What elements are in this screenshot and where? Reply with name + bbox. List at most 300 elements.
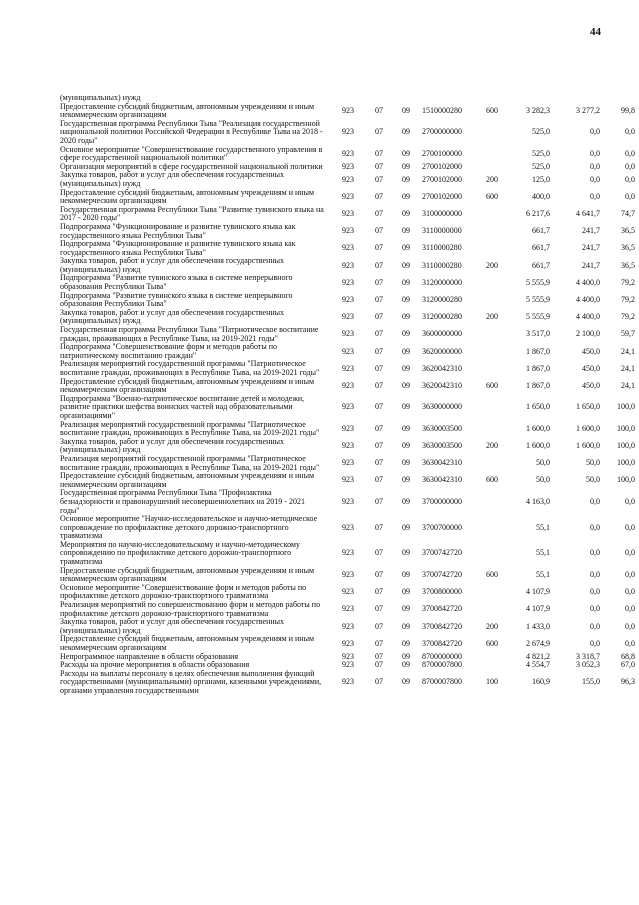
ved-cell	[332, 94, 364, 103]
table-row	[60, 455, 635, 472]
fact-cell: 0,0	[590, 496, 600, 506]
rz-cell: 07	[375, 522, 383, 532]
fact-cell: 0,0	[590, 569, 600, 579]
pct-cell: 36,5	[621, 243, 635, 253]
row-name-cell: Подпрограмма "Развитие тувинского языка в системе непрерывного образования Республики Тыва"	[60, 273, 293, 292]
pct-cell: 100,0	[617, 458, 635, 468]
table-row	[60, 326, 635, 343]
vr-cell	[480, 292, 504, 309]
ved-cell: 923	[342, 260, 354, 270]
csr-cell: 2700000000	[422, 127, 462, 137]
vr-cell: 200	[486, 621, 498, 631]
csr-cell: 3620000000	[422, 346, 462, 356]
plan-cell: 5 555,9	[526, 277, 550, 287]
vr-cell: 200	[486, 312, 498, 322]
csr-cell: 3120000280	[422, 294, 462, 304]
plan-cell: 1 867,0	[526, 346, 550, 356]
pr-cell: 09	[402, 423, 410, 433]
pct-cell: 24,1	[621, 363, 635, 373]
fact-cell: 1 600,0	[576, 423, 600, 433]
fact-cell: 0,0	[590, 148, 600, 158]
plan-cell	[504, 94, 550, 103]
plan-cell: 6 217,6	[526, 209, 550, 219]
rz-cell: 07	[375, 363, 383, 373]
table-row	[60, 378, 635, 395]
ved-cell: 923	[342, 475, 354, 485]
vr-cell	[480, 120, 504, 146]
table-row	[60, 240, 635, 257]
row-name-cell: Предоставление субсидий бюджетным, автономным учреждениям и иным некоммерческим организациям	[60, 101, 315, 120]
rz-cell: 07	[375, 346, 383, 356]
ved-cell: 923	[342, 127, 354, 137]
vr-cell	[480, 240, 504, 257]
fact-cell: 1 650,0	[576, 402, 600, 412]
rz-cell: 07	[375, 329, 383, 339]
table-row	[60, 146, 635, 163]
pr-cell: 09	[402, 587, 410, 597]
row-name-cell: Непрограммное направление в области образования	[60, 651, 239, 661]
table-row	[60, 343, 635, 360]
ved-cell: 923	[342, 312, 354, 322]
plan-cell: 1 650,0	[526, 402, 550, 412]
pr-cell: 09	[402, 458, 410, 468]
pr-cell: 09	[402, 161, 410, 171]
csr-cell: 3700842720	[422, 621, 462, 631]
pct-cell: 0,0	[625, 127, 635, 137]
csr-cell: 3630042310	[422, 458, 462, 468]
vr-cell: 600	[486, 191, 498, 201]
plan-cell: 3 517,0	[526, 329, 550, 339]
csr-cell: 8700007800	[422, 677, 462, 687]
fact-cell: 155,0	[582, 677, 600, 687]
plan-cell: 661,7	[532, 226, 550, 236]
row-name-cell: Расходы на прочие мероприятия в области образования	[60, 660, 250, 670]
rz-cell: 07	[375, 294, 383, 304]
row-name-cell: Подпрограмма "Военно-патриотическое воспитание детей и молодежи, развитие практики шефства воинских частей над образовательными организациями"	[60, 393, 305, 420]
pct-cell: 24,1	[621, 346, 635, 356]
ved-cell: 923	[342, 105, 354, 115]
plan-cell: 4 163,0	[526, 496, 550, 506]
rz-cell: 07	[375, 441, 383, 451]
rz-cell	[364, 94, 394, 103]
fact-cell: 3 052,3	[576, 660, 600, 670]
rz-cell: 07	[375, 191, 383, 201]
row-name-cell: Расходы на выплаты персоналу в целях обеспечения выполнения функций государственными (муниципальными) органами, казенными учреждениями, органами управления государственными	[60, 668, 322, 695]
ved-cell: 923	[342, 174, 354, 184]
pr-cell: 09	[402, 496, 410, 506]
pct-cell: 99,8	[621, 105, 635, 115]
row-name-cell: Основное мероприятие "Научно-исследовательское и научно-методическое сопровождение по профилактике детского дорожно-транспортного травматизма	[60, 514, 318, 541]
ved-cell: 923	[342, 569, 354, 579]
fact-cell: 0,0	[590, 548, 600, 558]
rz-cell: 07	[375, 380, 383, 390]
plan-cell: 5 555,9	[526, 312, 550, 322]
rz-cell: 07	[375, 660, 383, 670]
row-name-cell: Реализация мероприятий государственной программы "Патриотическое воспитание граждан, проживающих в Республике Тыва, на 2019-2021 годы"	[60, 419, 320, 438]
csr-cell: 3630003500	[422, 441, 462, 451]
pct-cell: 96,3	[621, 677, 635, 687]
vr-cell: 600	[486, 638, 498, 648]
csr-cell: 3700842720	[422, 604, 462, 614]
plan-cell: 4 821,2	[526, 651, 550, 661]
csr-cell: 2700100000	[422, 148, 462, 158]
fact-cell: 0,0	[590, 191, 600, 201]
vr-cell: 200	[486, 260, 498, 270]
rz-cell: 07	[375, 548, 383, 558]
table-row	[60, 541, 635, 567]
fact-cell: 0,0	[590, 161, 600, 171]
ved-cell: 923	[342, 496, 354, 506]
plan-cell: 125,0	[532, 174, 550, 184]
table-row	[60, 438, 635, 455]
csr-cell: 3110000280	[422, 243, 462, 253]
csr-cell: 3110000280	[422, 260, 462, 270]
row-name-cell: Предоставление субсидий бюджетным, автономным учреждениям и иным некоммерческим организациям	[60, 187, 315, 206]
fact-cell: 241,7	[582, 260, 600, 270]
ved-cell: 923	[342, 587, 354, 597]
pr-cell: 09	[402, 441, 410, 451]
vr-cell: 100	[486, 677, 498, 687]
vr-cell: 600	[486, 380, 498, 390]
vr-cell	[480, 360, 504, 377]
rz-cell: 07	[375, 458, 383, 468]
csr-cell: 3700000000	[422, 496, 462, 506]
vr-cell	[480, 146, 504, 163]
row-name-cell: Предоставление субсидий бюджетным, автономным учреждениям и иным некоммерческим организациям	[60, 565, 315, 584]
plan-cell: 525,0	[532, 127, 550, 137]
table-row	[60, 601, 635, 618]
vr-cell	[480, 163, 504, 172]
budget-table	[60, 94, 635, 696]
pct-cell: 0,0	[625, 569, 635, 579]
pct-cell	[600, 94, 635, 103]
ved-cell: 923	[342, 604, 354, 614]
table-row	[60, 670, 635, 696]
fact-cell: 0,0	[590, 174, 600, 184]
pct-cell: 0,0	[625, 496, 635, 506]
fact-cell: 4 400,0	[576, 277, 600, 287]
row-name-cell: Подпрограмма "Развитие тувинского языка в системе непрерывного образования Республики Тыва"	[60, 290, 293, 309]
plan-cell: 3 282,3	[526, 105, 550, 115]
csr-cell: 2700102000	[422, 161, 462, 171]
row-name-cell: Закупка товаров, работ и услуг для обеспечения государственных (муниципальных) нужд	[60, 170, 285, 188]
row-name-cell: Закупка товаров, работ и услуг для обеспечения государственных (муниципальных) нужд	[60, 256, 285, 274]
pr-cell: 09	[402, 548, 410, 558]
table-row	[60, 635, 635, 652]
rz-cell: 07	[375, 161, 383, 171]
vr-cell	[480, 206, 504, 223]
rz-cell: 07	[375, 677, 383, 687]
rz-cell: 07	[375, 312, 383, 322]
table-row	[60, 189, 635, 206]
pct-cell: 100,0	[617, 402, 635, 412]
csr-cell: 3620042310	[422, 363, 462, 373]
pct-cell: 36,5	[621, 260, 635, 270]
pct-cell: 0,0	[625, 522, 635, 532]
row-name-cell: Закупка товаров, работ и услуг для обеспечения государственных (муниципальных) нужд	[60, 307, 285, 326]
ved-cell: 923	[342, 651, 354, 661]
row-name-cell: Предоставление субсидий бюджетным, автономным учреждениям и иным некоммерческим организациям	[60, 471, 315, 489]
pct-cell: 0,0	[625, 587, 635, 597]
rz-cell: 07	[375, 621, 383, 631]
row-name-cell: Государственная программа Республики Тыва "Профилактика безнадзорности и правонарушений несовершеннолетних на 2019 - 2021 годы"	[60, 488, 305, 515]
ved-cell: 923	[342, 148, 354, 158]
fact-cell: 4 641,7	[576, 209, 600, 219]
pr-cell: 09	[402, 651, 410, 661]
row-name-cell: Подпрограмма "Совершенствование форм и методов работы по патриотическому воспитанию граждан"	[60, 342, 278, 360]
rz-cell: 07	[375, 402, 383, 412]
csr-cell: 2700102000	[422, 174, 462, 184]
fact-cell: 4 400,0	[576, 294, 600, 304]
row-name-cell: Государственная программа Республики Тыва "Реализация государственной национальной политики Российской Федерации в Республике Тыва на 2018 - 2020 годы"	[60, 118, 323, 145]
rz-cell: 07	[375, 260, 383, 270]
ved-cell: 923	[342, 423, 354, 433]
rz-cell: 07	[375, 496, 383, 506]
vr-cell	[480, 343, 504, 360]
pr-cell: 09	[402, 638, 410, 648]
plan-cell: 50,0	[536, 475, 550, 485]
pct-cell: 79,2	[621, 312, 635, 322]
ved-cell: 923	[342, 441, 354, 451]
pct-cell: 100,0	[617, 423, 635, 433]
plan-cell: 55,1	[536, 522, 550, 532]
vr-cell	[480, 455, 504, 472]
table-row	[60, 171, 635, 188]
plan-cell: 55,1	[536, 569, 550, 579]
ved-cell: 923	[342, 363, 354, 373]
pct-cell: 68,8	[621, 651, 635, 661]
csr-cell: 2700102000	[422, 191, 462, 201]
csr-cell: 3620042310	[422, 380, 462, 390]
row-name-cell: Основное мероприятие "Совершенствование форм и методов работы по профилактике детского дорожно-транспортного травматизма	[60, 582, 307, 601]
pr-cell: 09	[402, 312, 410, 322]
row-name-cell: Предоставление субсидий бюджетным, автономным учреждениям и иным некоммерческим организациям	[60, 634, 315, 652]
csr-cell: 8700000000	[422, 651, 462, 661]
ved-cell: 923	[342, 161, 354, 171]
row-name-cell: Государственная программа Республики Тыва "Развитие тувинского языка на 2017 - 2020 годы"	[60, 204, 324, 223]
fact-cell: 0,0	[590, 638, 600, 648]
csr-cell: 3700700000	[422, 522, 462, 532]
pct-cell: 0,0	[625, 621, 635, 631]
pct-cell: 0,0	[625, 638, 635, 648]
csr-cell: 3630003500	[422, 423, 462, 433]
pr-cell: 09	[402, 363, 410, 373]
pr-cell: 09	[402, 475, 410, 485]
fact-cell: 0,0	[590, 604, 600, 614]
csr-cell: 3100000000	[422, 209, 462, 219]
plan-cell: 4 107,9	[526, 604, 550, 614]
pct-cell: 100,0	[617, 441, 635, 451]
csr-cell	[418, 94, 480, 103]
vr-cell	[480, 584, 504, 601]
pct-cell: 67,0	[621, 660, 635, 670]
fact-cell: 241,7	[582, 226, 600, 236]
ved-cell: 923	[342, 677, 354, 687]
pr-cell: 09	[402, 402, 410, 412]
row-name-cell: Государственная программа Республики Тыва "Патриотическое воспитание граждан, проживающих в Республике Тыва, на 2019-2021 годы"	[60, 325, 319, 343]
rz-cell: 07	[375, 651, 383, 661]
fact-cell: 50,0	[586, 458, 600, 468]
csr-cell: 3120000280	[422, 312, 462, 322]
plan-cell: 1 867,0	[526, 363, 550, 373]
fact-cell: 4 400,0	[576, 312, 600, 322]
rz-cell: 07	[375, 105, 383, 115]
ved-cell: 923	[342, 380, 354, 390]
pct-cell: 100,0	[617, 475, 635, 485]
vr-cell: 600	[486, 105, 498, 115]
vr-cell	[480, 274, 504, 291]
vr-cell	[480, 421, 504, 438]
ved-cell: 923	[342, 458, 354, 468]
ved-cell: 923	[342, 402, 354, 412]
fact-cell	[550, 94, 600, 103]
pr-cell: 09	[402, 346, 410, 356]
pr-cell: 09	[402, 260, 410, 270]
row-name-cell: Реализация мероприятий государственной программы "Патриотическое воспитание граждан, проживающих в Республике Тыва, на 2019-2021 годы"	[60, 359, 320, 377]
fact-cell: 3 277,2	[576, 105, 600, 115]
row-name-cell: Реализация мероприятий государственной программы "Патриотическое воспитание граждан, проживающих в Республике Тыва, на 2019-2021 годы"	[60, 453, 320, 472]
fact-cell: 450,0	[582, 380, 600, 390]
csr-cell: 3630042310	[422, 475, 462, 485]
plan-cell: 400,0	[532, 191, 550, 201]
ved-cell: 923	[342, 294, 354, 304]
fact-cell: 450,0	[582, 346, 600, 356]
rz-cell: 07	[375, 148, 383, 158]
row-name-cell: Подпрограмма "Функционирование и развитие тувинского языка как государственного языка Республики Тыва"	[60, 221, 296, 240]
ved-cell: 923	[342, 243, 354, 253]
pct-cell: 79,2	[621, 277, 635, 287]
csr-cell: 3110000000	[422, 226, 462, 236]
fact-cell: 0,0	[590, 522, 600, 532]
row-name-cell: Реализация мероприятий по совершенствованию форм и методов работы по профилактике детского дорожно-транспортного травматизма	[60, 600, 321, 618]
rz-cell: 07	[375, 587, 383, 597]
vr-cell: 600	[486, 475, 498, 485]
vr-cell	[480, 395, 504, 421]
csr-cell: 8700007800	[422, 660, 462, 670]
pr-cell: 09	[402, 191, 410, 201]
rz-cell: 07	[375, 475, 383, 485]
table-row	[60, 421, 635, 438]
vr-cell	[480, 223, 504, 240]
vr-cell	[480, 94, 504, 103]
ved-cell: 923	[342, 621, 354, 631]
row-name-cell: Закупка товаров, работ и услуг для обеспечения государственных (муниципальных) нужд	[60, 617, 285, 635]
pr-cell: 09	[402, 660, 410, 670]
rz-cell: 07	[375, 604, 383, 614]
table-row	[60, 120, 635, 146]
vr-cell	[480, 326, 504, 343]
pct-cell: 36,5	[621, 226, 635, 236]
plan-cell: 1 433,0	[526, 621, 550, 631]
csr-cell: 3120000000	[422, 277, 462, 287]
table-row	[60, 257, 635, 274]
fact-cell: 50,0	[586, 475, 600, 485]
ved-cell: 923	[342, 660, 354, 670]
plan-cell: 661,7	[532, 260, 550, 270]
pct-cell: 0,0	[625, 604, 635, 614]
row-name-cell: (муниципальных) нужд	[60, 93, 141, 102]
csr-cell: 3700842720	[422, 638, 462, 648]
fact-cell: 450,0	[582, 363, 600, 373]
pr-cell: 09	[402, 127, 410, 137]
table-row	[60, 223, 635, 240]
pr-cell: 09	[402, 174, 410, 184]
pct-cell: 0,0	[625, 191, 635, 201]
pr-cell: 09	[402, 604, 410, 614]
rz-cell: 07	[375, 638, 383, 648]
vr-cell: 600	[486, 569, 498, 579]
table-row	[60, 395, 635, 421]
plan-cell: 5 555,9	[526, 294, 550, 304]
ved-cell: 923	[342, 346, 354, 356]
pr-cell: 09	[402, 677, 410, 687]
row-name-cell: Подпрограмма "Функционирование и развитие тувинского языка как государственного языка Республики Тыва"	[60, 239, 296, 257]
ved-cell: 923	[342, 548, 354, 558]
fact-cell: 0,0	[590, 621, 600, 631]
csr-cell: 3600000000	[422, 329, 462, 339]
table-row	[60, 515, 635, 541]
rz-cell: 07	[375, 423, 383, 433]
pr-cell: 09	[402, 243, 410, 253]
pct-cell: 74,7	[621, 209, 635, 219]
ved-cell: 923	[342, 638, 354, 648]
ved-cell: 923	[342, 522, 354, 532]
rz-cell: 07	[375, 277, 383, 287]
pr-cell: 09	[402, 105, 410, 115]
table-row	[60, 584, 635, 601]
rz-cell: 07	[375, 209, 383, 219]
pr-cell: 09	[402, 569, 410, 579]
csr-cell: 3700800000	[422, 587, 462, 597]
pct-cell: 0,0	[625, 148, 635, 158]
plan-cell: 50,0	[536, 458, 550, 468]
pr-cell: 09	[402, 209, 410, 219]
table-body	[60, 94, 635, 696]
vr-cell	[480, 489, 504, 515]
pct-cell: 0,0	[625, 174, 635, 184]
pr-cell: 09	[402, 380, 410, 390]
vr-cell: 200	[486, 441, 498, 451]
pr-cell: 09	[402, 226, 410, 236]
ved-cell: 923	[342, 329, 354, 339]
table-row	[60, 206, 635, 223]
pr-cell: 09	[402, 329, 410, 339]
table-row	[60, 567, 635, 584]
fact-cell: 241,7	[582, 243, 600, 253]
pct-cell: 0,0	[625, 161, 635, 171]
vr-cell	[480, 515, 504, 541]
plan-cell: 55,1	[536, 548, 550, 558]
plan-cell: 2 674,9	[526, 638, 550, 648]
fact-cell: 0,0	[590, 127, 600, 137]
table-row	[60, 360, 635, 377]
ved-cell: 923	[342, 209, 354, 219]
rz-cell: 07	[375, 569, 383, 579]
pr-cell: 09	[402, 294, 410, 304]
pct-cell: 24,1	[621, 380, 635, 390]
ved-cell: 923	[342, 191, 354, 201]
plan-cell: 4 107,9	[526, 587, 550, 597]
csr-cell: 3700742720	[422, 569, 462, 579]
csr-cell: 3700742720	[422, 548, 462, 558]
ved-cell: 923	[342, 226, 354, 236]
pr-cell: 09	[402, 522, 410, 532]
plan-cell: 1 600,0	[526, 423, 550, 433]
row-name-cell: Основное мероприятие "Совершенствование государственного управления в сфере государственной национальной политики"	[60, 144, 323, 163]
fact-cell: 0,0	[590, 587, 600, 597]
row-name-cell: Предоставление субсидий бюджетным, автономным учреждениям и иным некоммерческим организациям	[60, 376, 315, 395]
rz-cell: 07	[375, 243, 383, 253]
